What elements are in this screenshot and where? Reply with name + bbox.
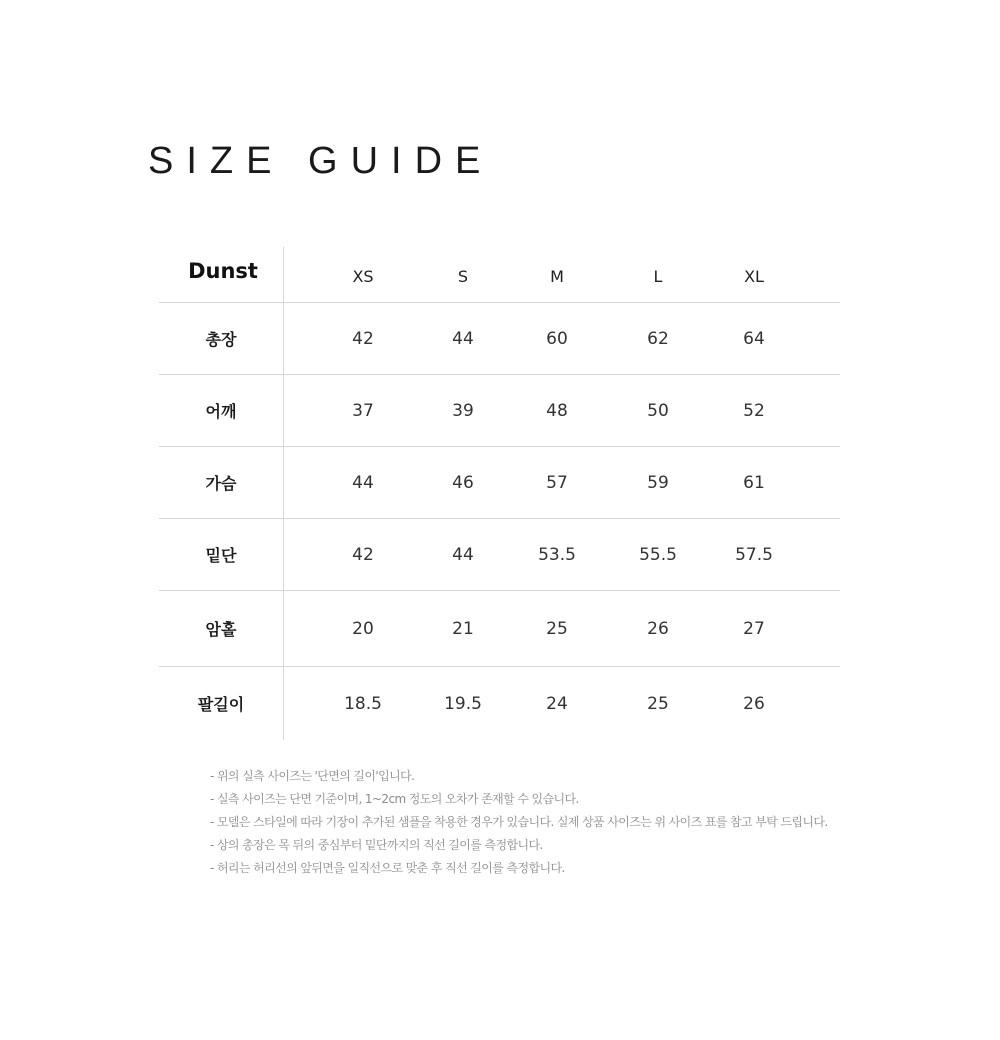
size-header-xs: XS — [352, 267, 374, 286]
table-cell: 21 — [452, 618, 474, 639]
size-header-l: L — [653, 267, 663, 286]
table-row — [159, 667, 840, 740]
table-cell: 55.5 — [639, 544, 677, 565]
size-notes — [210, 765, 970, 880]
table-cell: 44 — [452, 328, 474, 349]
table-cell: 37 — [352, 400, 374, 421]
size-header-s: S — [457, 267, 469, 286]
table-cell: 25 — [546, 618, 568, 639]
table-cell: 24 — [546, 693, 568, 714]
brand-label: Dunst — [188, 259, 258, 283]
table-cell: 18.5 — [344, 693, 382, 714]
table-row — [159, 447, 840, 519]
table-row — [159, 519, 840, 591]
page-title: SIZE GUIDE — [148, 140, 494, 182]
table-cell: 46 — [452, 472, 474, 493]
table-cell: 57 — [546, 472, 568, 493]
table-cell: 62 — [647, 328, 669, 349]
table-cell: 42 — [352, 544, 374, 565]
table-row — [159, 303, 840, 375]
size-header-xl: XL — [744, 267, 764, 286]
table-cell: 44 — [352, 472, 374, 493]
table-cell: 39 — [452, 400, 474, 421]
table-cell: 61 — [743, 472, 765, 493]
table-cell: 57.5 — [735, 544, 773, 565]
table-cell: 42 — [352, 328, 374, 349]
table-cell: 44 — [452, 544, 474, 565]
row-label: 어깨 — [205, 402, 237, 421]
note-item: - 실측 사이즈는 단면 기준이며, 1~2cm 정도의 오차가 존재할 수 있습니다. — [210, 792, 579, 806]
note-item: - 상의 총장은 목 뒤의 중심부터 밑단까지의 직선 길이를 측정합니다. — [210, 838, 543, 852]
row-label: 팔길이 — [197, 695, 245, 714]
table-cell: 64 — [743, 328, 765, 349]
table-cell: 26 — [647, 618, 669, 639]
note-item: - 모델은 스타일에 따라 기장이 추가된 샘플을 착용한 경우가 있습니다. 실제 상품 사이즈는 위 사이즈 표를 참고 부탁 드립니다. — [210, 815, 828, 829]
table-cell: 20 — [352, 618, 374, 639]
table-row — [159, 375, 840, 447]
table-cell: 52 — [743, 400, 765, 421]
row-label: 밑단 — [205, 546, 237, 565]
note-item: - 위의 실측 사이즈는 '단면의 길이'입니다. — [210, 769, 415, 783]
table-cell: 48 — [546, 400, 568, 421]
table-header-row — [159, 247, 840, 303]
table-cell: 27 — [743, 618, 765, 639]
table-cell: 60 — [546, 328, 568, 349]
table-cell: 26 — [743, 693, 765, 714]
table-cell: 25 — [647, 693, 669, 714]
table-row — [159, 591, 840, 667]
table-cell: 50 — [647, 400, 669, 421]
row-label: 총장 — [205, 330, 237, 349]
table-cell: 59 — [647, 472, 669, 493]
size-header-m: M — [550, 267, 564, 286]
row-label: 암홀 — [205, 620, 237, 639]
row-label: 가슴 — [205, 474, 237, 493]
table-cell: 19.5 — [444, 693, 482, 714]
table-cell: 53.5 — [538, 544, 576, 565]
note-item: - 허리는 허리선의 앞뒤면을 일직선으로 맞춘 후 직선 길이를 측정합니다. — [210, 861, 565, 875]
